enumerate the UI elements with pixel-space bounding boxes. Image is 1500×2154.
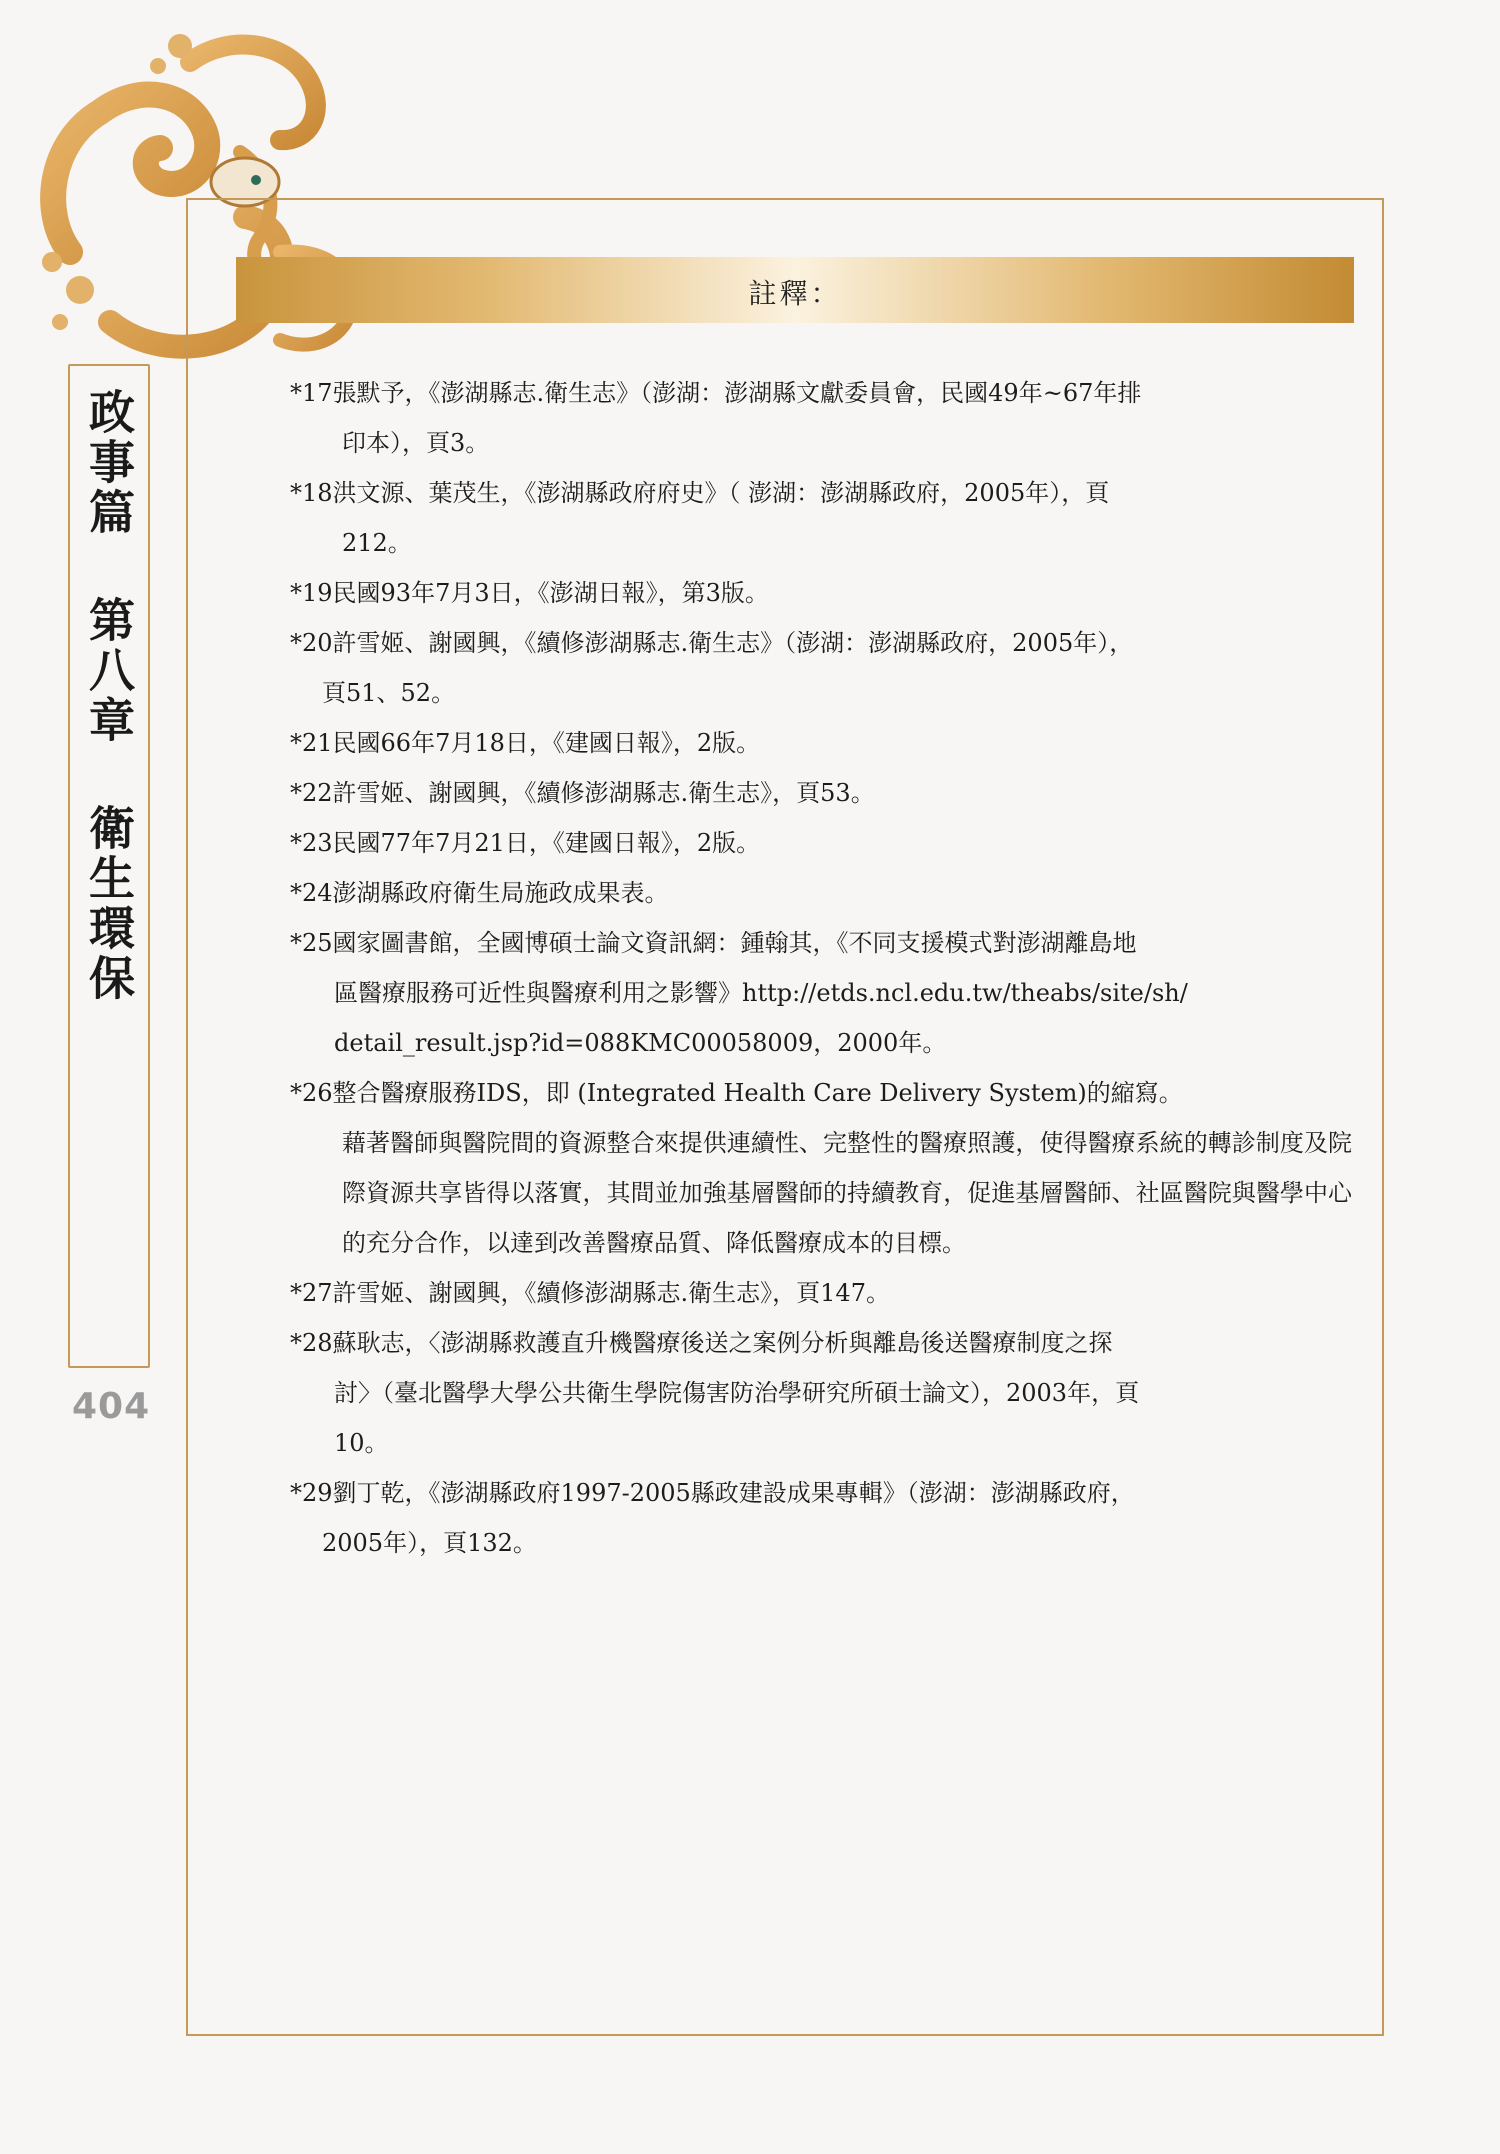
footnote-28: [290, 1318, 1352, 1468]
footnotes-list: [290, 368, 1352, 1568]
footnote-line: *24澎湖縣政府衛生局施政成果表。: [290, 879, 669, 907]
footnote-line: *20許雪姬、謝國興，《續修澎湖縣志.衛生志》（澎湖：澎湖縣政府，2005年），: [290, 629, 1134, 657]
footnote-line: *25國家圖書館，全國博碩士論文資訊網：鍾翰其，《不同支援模式對澎湖離島地: [290, 929, 1137, 957]
footnote-line: *28蘇耿志，〈澎湖縣救護直升機醫療後送之案例分析與離島後送醫療制度之探: [290, 1329, 1113, 1357]
footnote-19: [290, 568, 1352, 618]
footnote-21: [290, 718, 1352, 768]
footnote-line: 區醫療服務可近性與醫療利用之影響》http://etds.ncl.edu.tw/theabs/site/sh/: [334, 979, 1188, 1007]
page-number: 404: [72, 1386, 151, 1427]
footnote-line: 頁51、52。: [322, 679, 456, 707]
footnote-line: *29劉丁乾，《澎湖縣政府1997-2005縣政建設成果專輯》（澎湖：澎湖縣政府，: [290, 1479, 1135, 1507]
footnote-line: 討〉（臺北醫學大學公共衛生學院傷害防治學研究所碩士論文），2003年，頁: [334, 1379, 1140, 1407]
notes-title: 註釋：: [748, 277, 842, 310]
footnote-line: *22許雪姬、謝國興，《續修澎湖縣志.衛生志》，頁53。: [290, 779, 875, 807]
footnote-line: *19民國93年7月3日，《澎湖日報》，第3版。: [290, 579, 769, 607]
footnote-line: 印本），頁3。: [342, 429, 490, 457]
footnote-line: 2005年），頁132。: [322, 1529, 537, 1557]
chapter-side-label: [68, 364, 150, 1368]
footnote-17: [290, 368, 1352, 468]
footnote-18: [290, 468, 1352, 568]
footnote-paragraph: 藉著醫師與醫院間的資源整合來提供連續性、完整性的醫療照護，使得醫療系統的轉診制度及院際資源共享皆得以落實，其間並加強基層醫師的持續教育，促進基層醫師、社區醫院與醫學中心的充分合作，以達到改善醫療品質、降低醫療成本的目標。: [342, 1129, 1352, 1257]
footnote-27: [290, 1268, 1352, 1318]
footnote-line: *21民國66年7月18日，《建國日報》，2版。: [290, 729, 761, 757]
notes-banner: [236, 257, 1354, 323]
footnote-23: [290, 818, 1352, 868]
footnote-line: *27許雪姬、謝國興，《續修澎湖縣志.衛生志》，頁147。: [290, 1279, 890, 1307]
footnote-line: *17張默予，《澎湖縣志.衛生志》（澎湖：澎湖縣文獻委員會，民國49年~67年排: [290, 379, 1142, 407]
footnote-line: *26整合醫療服務IDS，即 (Integrated Health Care Delivery System)的縮寫。: [290, 1079, 1183, 1107]
footnote-line: *23民國77年7月21日，《建國日報》，2版。: [290, 829, 761, 857]
footnote-29: [290, 1468, 1352, 1568]
chapter-label-text: 政事篇 第八章 衛生環保: [82, 388, 136, 1004]
footnote-line: *18洪文源、葉茂生，《澎湖縣政府府史》（ 澎湖：澎湖縣政府，2005年），頁: [290, 479, 1110, 507]
footnote-line: detail_result.jsp?id=088KMC00058009，2000年。: [334, 1029, 947, 1057]
footnote-24: [290, 868, 1352, 918]
footnote-22: [290, 768, 1352, 818]
footnote-26: [290, 1068, 1352, 1268]
footnote-line: 10。: [334, 1429, 389, 1457]
footnote-25: [290, 918, 1352, 1068]
footnote-20: [290, 618, 1352, 718]
footnote-line: 212。: [342, 529, 412, 557]
